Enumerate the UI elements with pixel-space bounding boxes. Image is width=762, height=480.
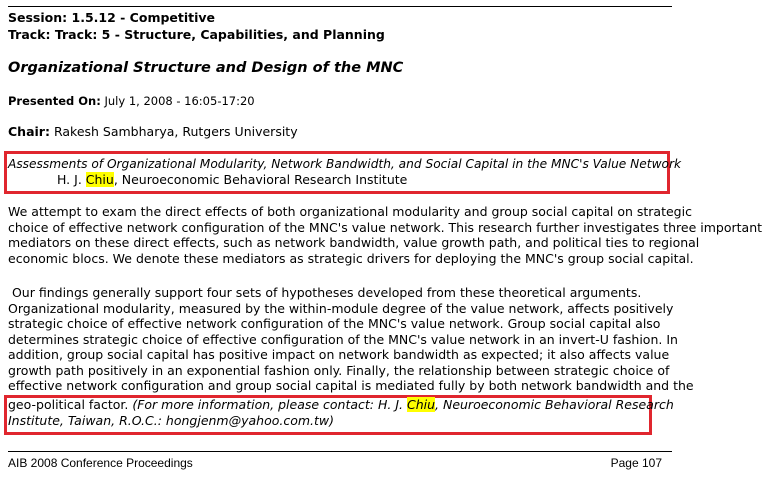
session-value: 1.5.12 - Competitive xyxy=(71,10,216,25)
abstract-line: Organizational modularity, measured by the within-module degree of the value network, affects positively xyxy=(8,300,674,316)
abstract-line: choice of effective network configuration of the MNC's value network. This research further investigates three important xyxy=(8,219,762,235)
presented-value: July 1, 2008 - 16:05-17:20 xyxy=(104,94,255,108)
contact-prefix: (For more information, please contact: H. J. xyxy=(132,397,407,412)
session-line xyxy=(8,10,215,26)
contact-line-1 xyxy=(8,397,674,413)
session-label: Session: xyxy=(8,10,68,25)
author-highlight: Chiu xyxy=(85,172,114,187)
abstract-line: mediators on these direct effects, such as network bandwidth, value growth path, and political ties to regional xyxy=(8,235,700,250)
track-line xyxy=(8,27,385,43)
abstract-line: effective network configuration and group social capital is mediated fully by both network bandwidth and the xyxy=(8,378,694,393)
bottom-rule xyxy=(8,451,672,452)
track-label: Track: xyxy=(8,27,51,42)
chair-line xyxy=(8,124,298,140)
abstract-line: determines strategic choice of effective configuration of the MNC's value network in an invert-U fashion. In xyxy=(8,331,678,347)
top-rule xyxy=(8,6,672,7)
abstract-line: strategic choice of effective network configuration of the MNC's value network. Group social capital also xyxy=(8,316,661,331)
paper-title: Assessments of Organizational Modularity, Network Bandwidth, and Social Capital in the MNC's Value Network xyxy=(8,157,682,171)
author-prefix: H. J. xyxy=(57,172,86,187)
contact-line-2: Institute, Taiwan, R.O.C.: hongjenm@yahoo.com.tw) xyxy=(8,413,335,428)
abstract-paragraph-2 xyxy=(8,285,694,394)
abstract-line: addition, group social capital has positive impact on network bandwidth as expected; it also affects value xyxy=(8,347,670,362)
presented-line xyxy=(8,93,255,109)
footer-proceedings: AIB 2008 Conference Proceedings xyxy=(8,456,193,470)
presented-label: Presented On: xyxy=(8,94,101,108)
contact-lead: geo-political factor. xyxy=(8,397,133,412)
abstract-line: We attempt to exam the direct effects of both organizational modularity and group social capital on strategic xyxy=(8,204,692,219)
track-value: Track: 5 - Structure, Capabilities, and Planning xyxy=(54,27,385,42)
chair-value: Rakesh Sambharya, Rutgers University xyxy=(53,124,298,139)
abstract-line: growth path positively in an exponential fashion only. Finally, the relationship between strategic choice of xyxy=(8,362,670,378)
chair-label: Chair: xyxy=(8,124,50,139)
abstract-line: economic blocs. We denote these mediators as strategic drivers for deploying the MNC's group social capital. xyxy=(8,250,694,266)
session-title: Organizational Structure and Design of the MNC xyxy=(8,60,404,76)
author-suffix: , Neuroeconomic Behavioral Research Institute xyxy=(113,172,408,187)
contact-highlight: Chiu xyxy=(406,397,436,412)
paper-author xyxy=(57,172,407,188)
footer-page-number: Page 107 xyxy=(610,456,662,470)
contact-suffix: , Neuroeconomic Behavioral Research xyxy=(435,397,674,412)
abstract-line: Our findings generally support four sets of hypotheses developed from these theoretical arguments. xyxy=(8,285,642,300)
abstract-paragraph-1 xyxy=(8,204,762,266)
